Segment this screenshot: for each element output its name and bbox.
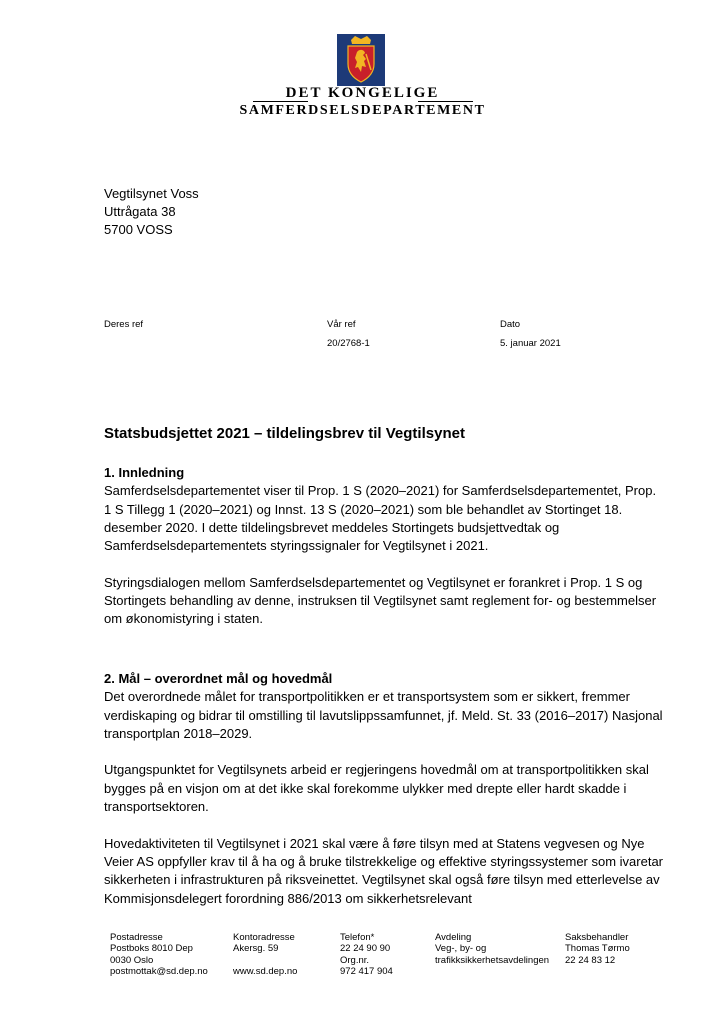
coat-of-arms-logo bbox=[337, 34, 385, 86]
footer-orgnr-value: 972 417 904 bbox=[340, 965, 393, 977]
section-1-paragraph-1: Samferdselsdepartementet viser til Prop. 1 S (2020–2021) for Samferdselsdepartementet, Prop. 1 S Tillegg 1 (2020–2021) og Innst. 13 S (2020–2021) som ble behandlet av Stortinget 18. desember 2020. I dette tildelingsbrevet meddeles Stortingets budsjettvedtak og Samferdselsdepartementets styringssignaler for Vegtilsynet i 2021. bbox=[104, 483, 657, 554]
footer-saksbehandler-label: Saksbehandler bbox=[565, 932, 629, 943]
section-2-paragraph-2: Utgangspunktet for Vegtilsynets arbeid er regjeringens hovedmål om at transportpolitikken skal bygges på en visjon om at det ikke skal forekomme ulykker med drepte eller hardt skadde i transportsektoren. bbox=[104, 762, 649, 815]
dato-label: Dato bbox=[500, 319, 521, 330]
footer-saksbehandler-phone: 22 24 83 12 bbox=[565, 954, 616, 966]
footer-avdeling-label: Avdeling bbox=[435, 932, 472, 943]
footer-kontoradresse bbox=[233, 932, 297, 977]
footer-orgnr-label: Org.nr. bbox=[340, 954, 370, 966]
footer-website-link[interactable]: www.sd.dep.no bbox=[233, 965, 298, 977]
department-name-line2: SAMFERDSELSDEPARTEMENT bbox=[239, 103, 486, 118]
section-2-heading: 2. Mål – overordnet mål og hovedmål bbox=[104, 670, 333, 686]
var-ref-label: Vår ref bbox=[327, 319, 356, 330]
footer-postadresse bbox=[110, 932, 208, 977]
footer-blank-line bbox=[233, 955, 297, 966]
section-1-paragraph-2: Styringsdialogen mellom Samferdselsdepartementet og Vegtilsynet er forankret i Prop. 1 S og Stortingets behandling av denne, instruksen til Vegtilsynet samt reglement for- og bestemmelser om økonomistyring i staten. bbox=[104, 574, 657, 627]
footer-postadresse-label: Postadresse bbox=[110, 932, 163, 943]
recipient-postal: 5700 VOSS bbox=[104, 222, 173, 237]
dato-value: 5. januar 2021 bbox=[500, 338, 561, 349]
footer-telefon-number: 22 24 90 90 bbox=[340, 943, 391, 955]
letter-body bbox=[104, 464, 664, 908]
department-name-line1: DET KONGELIGE bbox=[285, 85, 440, 101]
footer-email-link[interactable]: postmottak@sd.dep.no bbox=[110, 965, 208, 977]
recipient-street: Uttrågata 38 bbox=[104, 204, 176, 219]
section-2-paragraph-3: Hovedaktiviteten til Vegtilsynet i 2021 skal være å føre tilsyn med at Statens vegvesen og Nye Veier AS oppfyller krav til å ha og å bruke tilstrekkelige og effektive styringssystemer som ivaretar sikkerheten i infrastrukturen på riksveinettet. Vegtilsynet skal også føre tilsyn med etterlevelse av Kommisjonsdelegert forordning 886/2013 om sikkerhetsrelevant bbox=[104, 835, 664, 906]
footer-postnummer: 0030 Oslo bbox=[110, 954, 154, 966]
section-1-heading: 1. Innledning bbox=[104, 465, 185, 480]
deres-ref-label: Deres ref bbox=[104, 319, 144, 330]
footer-telefon-label: Telefon* bbox=[340, 932, 375, 943]
var-ref-value: 20/2768-1 bbox=[327, 338, 370, 349]
section-2-paragraph-1: Det overordnede målet for transportpolitikken er et transportsystem som er sikkert, fremmer verdiskaping og bidrar til omstilling til lavutslippssamfunnet, jf. Meld. St. 33 (2016–2017) Nasjonal transportplan 2018–2029. bbox=[104, 689, 663, 741]
footer-avdeling bbox=[435, 932, 549, 966]
footer-saksbehandler bbox=[565, 932, 630, 966]
footer-avdeling-line2: trafikksikkerhetsavdelingen bbox=[435, 954, 550, 966]
recipient-name: Vegtilsynet Voss bbox=[104, 186, 199, 201]
letter-title: Statsbudsjettet 2021 – tildelingsbrev til Vegtilsynet bbox=[104, 425, 465, 442]
footer-postboks: Postboks 8010 Dep bbox=[110, 943, 193, 955]
footer-street: Akersg. 59 bbox=[233, 943, 279, 955]
footer-avdeling-line1: Veg-, by- og bbox=[435, 943, 487, 955]
footer-kontoradresse-label: Kontoradresse bbox=[233, 932, 295, 943]
footer-telefon bbox=[340, 932, 393, 977]
recipient-address bbox=[104, 185, 199, 239]
footer-saksbehandler-name: Thomas Tørmo bbox=[565, 943, 630, 955]
